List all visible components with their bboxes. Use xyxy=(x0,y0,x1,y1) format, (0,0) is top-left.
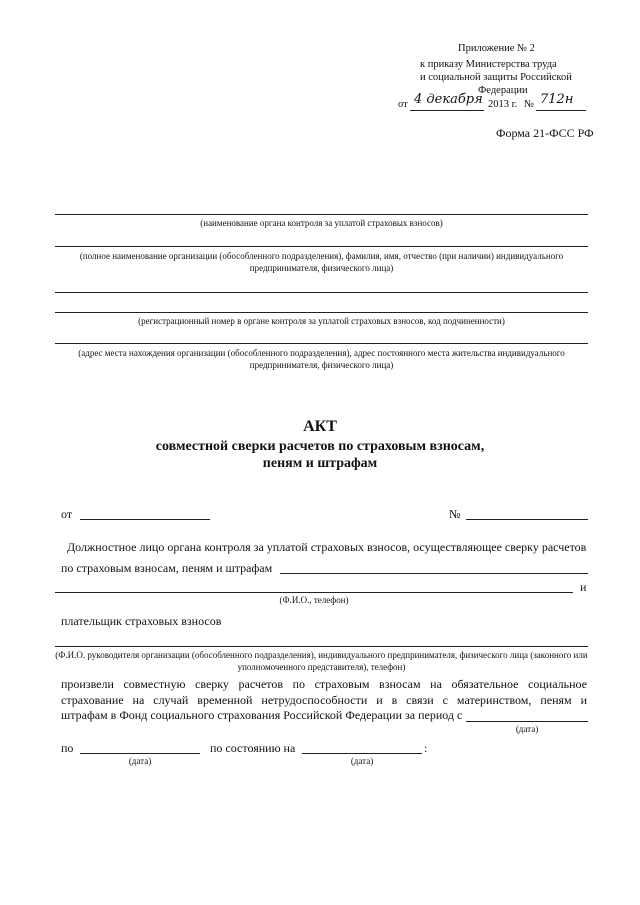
as-of-label: по состоянию на xyxy=(210,741,296,755)
act-from-label: от xyxy=(61,507,73,521)
order-from-label: от xyxy=(398,99,408,110)
org-name-caption: (полное наименование организации (обособленного подразделения), фамилия, имя, отчество (при наличии) индивидуального предпринимателя, физического лица) xyxy=(79,251,564,273)
act-number-label: № xyxy=(449,507,461,521)
fio-phone-caption: (Ф.И.О., телефон) xyxy=(279,595,349,605)
act-subtitle-1: совместной сверки расчетов по страховым взносам, xyxy=(155,439,485,454)
order-line-2: и социальной защиты Российской xyxy=(420,72,572,83)
and-label: и xyxy=(580,580,587,594)
order-line-3: Федерации xyxy=(478,85,528,96)
reconciliation-para-line-1: произвели совместную сверку расчетов по страховым взносам на обязательное социальное xyxy=(61,677,587,691)
control-body-line xyxy=(55,214,588,215)
official-line-2: по страховым взносам, пеням и штрафам xyxy=(61,561,273,575)
act-date-line[interactable] xyxy=(80,519,210,520)
order-number-handwritten: 712н xyxy=(540,92,574,107)
as-of-colon: : xyxy=(424,741,428,755)
act-number-line[interactable] xyxy=(466,519,588,520)
period-end-line[interactable] xyxy=(80,753,200,754)
payer-head-caption: (Ф.И.О. руководителя организации (обособленного подразделения), индивидуального предпринимателя, физического лица (законного или уполномоченного представителя), телефон) xyxy=(55,650,588,672)
appendix-label: Приложение № 2 xyxy=(458,43,535,54)
order-number-label: № xyxy=(524,99,535,110)
order-line-1: к приказу Министерства труда xyxy=(420,59,557,70)
reconciliation-para-line-3: штрафам в Фонд социального страхования Российской Федерации за период с xyxy=(61,708,463,722)
form-name: Форма 21-ФСС РФ xyxy=(496,126,594,140)
period-start-caption: (дата) xyxy=(515,724,539,734)
as-of-date-caption: (дата) xyxy=(350,756,374,766)
address-line xyxy=(55,343,588,344)
org-name-line xyxy=(55,246,588,247)
reconciliation-para-line-2: страхование на случай временной нетрудоспособности и в связи с материнством, пеням и xyxy=(61,693,587,707)
official-line-1: Должностное лицо органа контроля за уплатой страховых взносов, осуществляющее сверку расчетов xyxy=(67,540,587,554)
order-number-line xyxy=(536,110,586,111)
period-start-line[interactable] xyxy=(466,721,588,722)
act-subtitle-2: пеням и штрафам xyxy=(262,456,378,471)
act-title: АКТ xyxy=(303,418,337,435)
as-of-date-line[interactable] xyxy=(302,753,422,754)
period-end-caption: (дата) xyxy=(128,756,152,766)
org-name-line-2 xyxy=(55,292,588,293)
order-date-line xyxy=(410,110,484,111)
order-year: 2013 г. xyxy=(488,99,518,110)
to-label: по xyxy=(61,741,74,755)
payer-label: плательщик страховых взносов xyxy=(61,614,222,628)
reg-number-line xyxy=(55,312,588,313)
control-body-caption: (наименование органа контроля за уплатой страховых взносов) xyxy=(200,218,443,228)
official-name-line[interactable] xyxy=(280,573,588,574)
payer-name-line[interactable] xyxy=(55,646,588,647)
order-date-handwritten: 4 декабря xyxy=(414,92,483,107)
official-name-line-2[interactable] xyxy=(55,592,573,593)
address-caption: (адрес места нахождения организации (обособленного подразделения), адрес постоянного места жительства индивидуального предпринимателя, физического лица) xyxy=(78,348,565,370)
reg-number-caption: (регистрационный номер в органе контроля за уплатой страховых взносов, код подчиненности) xyxy=(138,316,505,326)
